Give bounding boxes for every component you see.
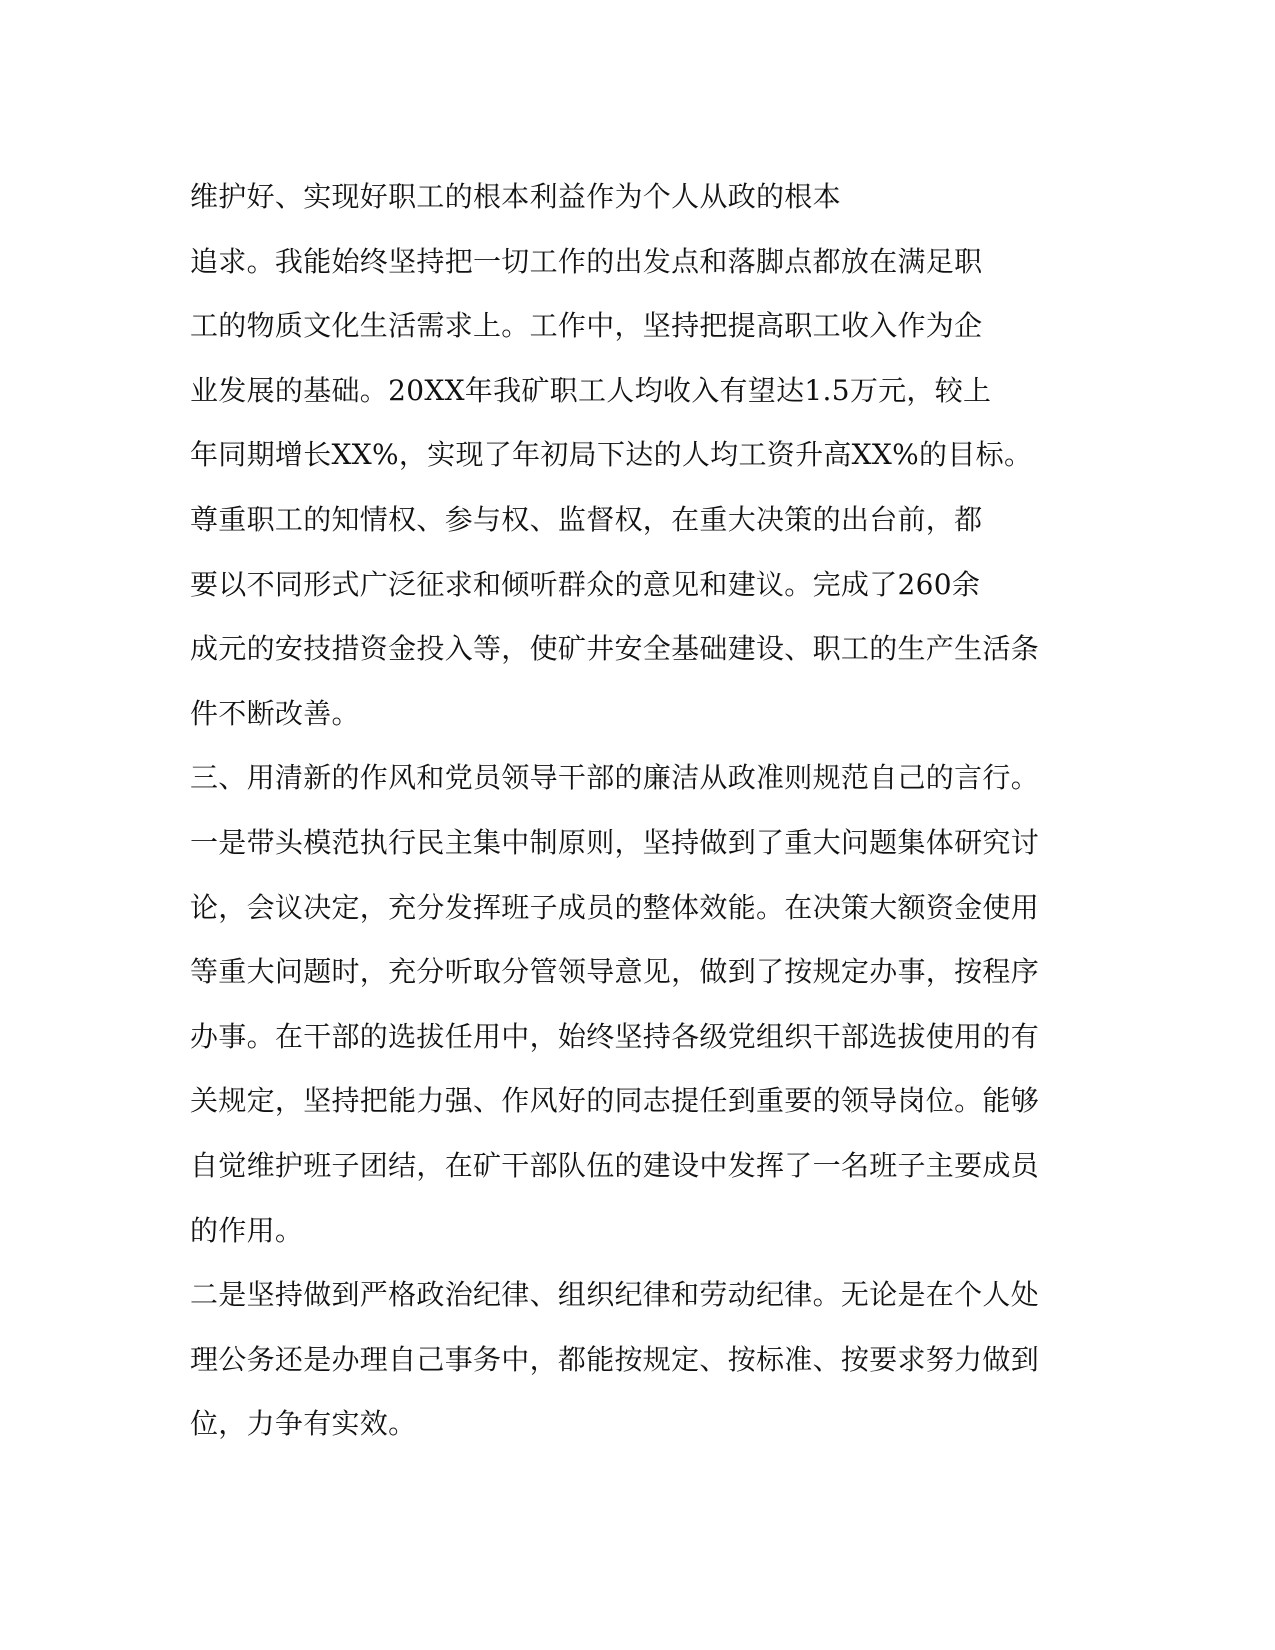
text-line: 维护好、实现好职工的根本利益作为个人从政的根本 [190,180,841,213]
text-line: 一是带头模范执行民主集中制原则，坚持做到了重大问题集体研究讨 [190,825,1040,859]
text-line: 工的物质文化生活需求上。工作中，坚持把提高职工收入作为企 [190,309,983,343]
text-line: 追求。我能始终坚持把一切工作的出发点和落脚点都放在满足职 [190,244,983,278]
text-line: 年同期增长XX%，实现了年初局下达的人均工资升高XX%的目标。 [190,438,1033,472]
text-line: 论，会议决定，充分发挥班子成员的整体效能。在决策大额资金使用 [190,890,1040,924]
text-line: 件不断改善。 [190,696,360,730]
text-line: 成元的安技措资金投入等，使矿井安全基础建设、职工的生产生活条 [190,632,1040,666]
text-line: 尊重职工的知情权、参与权、监督权，在重大决策的出台前，都 [190,502,983,536]
text-line: 的作用。 [190,1213,304,1247]
text-line: 位，力争有实效。 [190,1407,417,1441]
text-line: 要以不同形式广泛征求和倾听群众的意见和建议。完成了260余 [190,567,981,601]
text-line: 等重大问题时，充分听取分管领导意见，做到了按规定办事，按程序 [190,955,1040,989]
text-line: 业发展的基础。20XX年我矿职工人均收入有望达1.5万元，较上 [190,373,992,407]
text-line: 自觉维护班子团结，在矿干部队伍的建设中发挥了一名班子主要成员 [190,1148,1040,1182]
text-line: 理公务还是办理自己事务中，都能按规定、按标准、按要求努力做到 [190,1342,1040,1376]
body-text [190,165,1070,1457]
text-line: 二是坚持做到严格政治纪律、组织纪律和劳动纪律。无论是在个人处 [190,1278,1040,1312]
text-line: 办事。在干部的选拔任用中，始终坚持各级党组织干部选拔使用的有 [190,1019,1040,1053]
text-line: 关规定，坚持把能力强、作风好的同志提任到重要的领导岗位。能够 [190,1084,1040,1118]
section-heading: 三、用清新的作风和党员领导干部的廉洁从政准则规范自己的言行。 [190,761,1040,795]
